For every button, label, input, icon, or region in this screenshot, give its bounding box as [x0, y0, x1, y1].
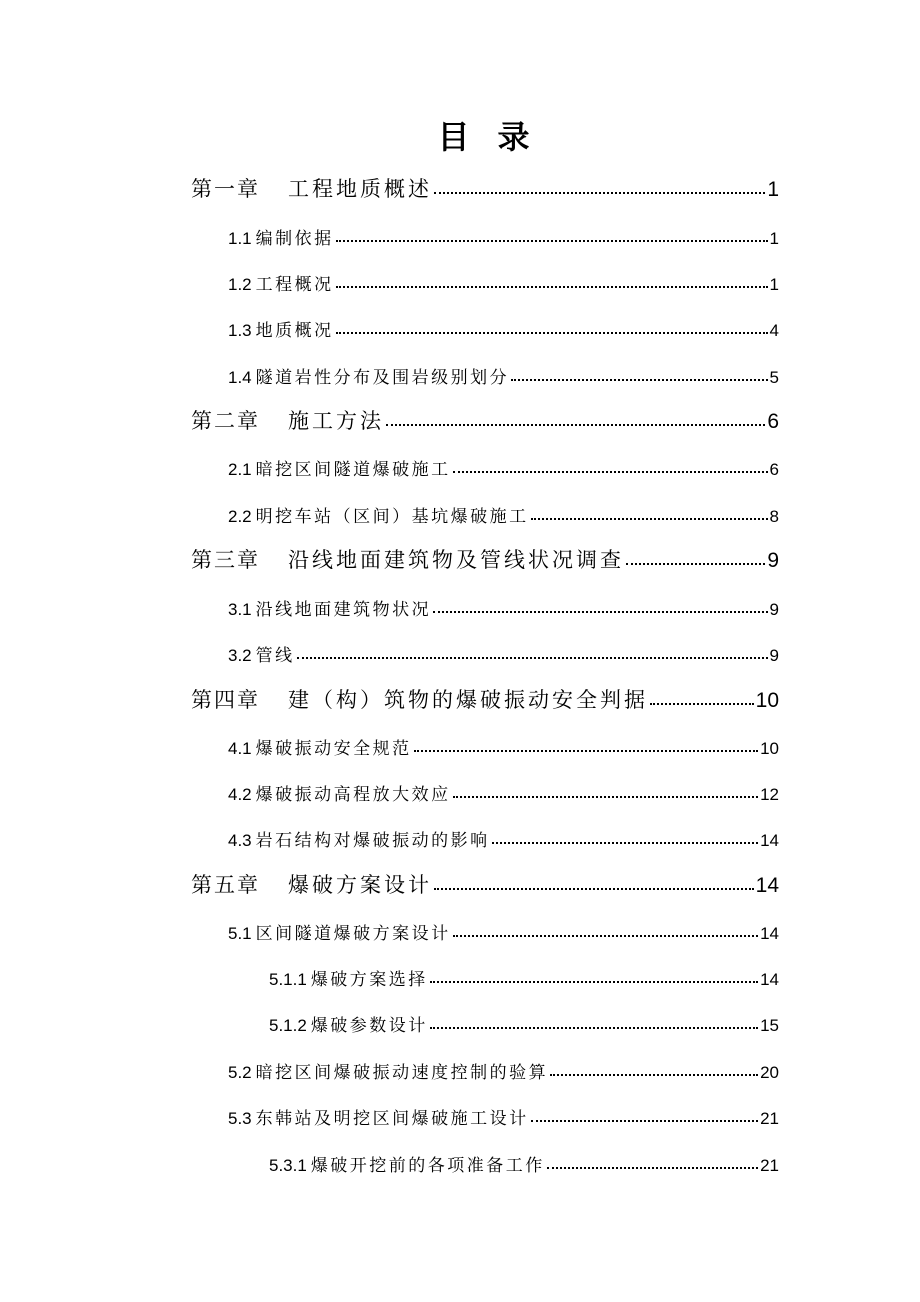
toc-dot-leader [650, 703, 754, 705]
toc-dot-leader [492, 842, 758, 844]
toc-entry-page: 14 [760, 924, 779, 943]
toc-entry-section[interactable] [228, 363, 779, 388]
toc-entry-label: 编制依据 [255, 229, 334, 249]
toc-entry-page: 14 [760, 970, 779, 989]
toc-entry-page: 10 [755, 689, 779, 712]
toc-entry-page: 6 [767, 410, 779, 433]
toc-entry-label: 爆破方案选择 [310, 970, 428, 990]
toc-entry-label: 明挖车站（区间）基坑爆破施工 [255, 507, 529, 527]
toc-entry-section[interactable] [228, 1104, 779, 1129]
toc-entry-number: 4.2 [228, 785, 252, 804]
toc-dot-leader [453, 471, 768, 473]
toc-entry-number: 3.1 [228, 600, 252, 619]
toc-dot-leader [511, 379, 767, 381]
toc-entry-page: 6 [769, 460, 779, 479]
toc-dot-leader [414, 750, 758, 752]
toc-entry-label: 爆破振动安全规范 [255, 739, 412, 759]
toc-entry-page: 21 [760, 1156, 779, 1175]
toc-dot-leader [434, 888, 754, 890]
toc-entry-number: 5.2 [228, 1063, 252, 1082]
toc-dot-leader [547, 1167, 758, 1169]
toc-entry-number: 1.1 [228, 229, 252, 248]
toc-entry-page: 1 [767, 178, 779, 201]
toc-entry-label: 管线 [255, 646, 295, 666]
toc-entry-label: 沿线地面建筑物状况 [255, 600, 432, 620]
toc-dot-leader [336, 332, 768, 334]
toc-entry-subsection[interactable] [269, 965, 779, 990]
toc-entry-number: 5.1 [228, 924, 252, 943]
toc-dot-leader [433, 611, 767, 613]
toc-entry-chapter[interactable] [191, 173, 779, 203]
toc-entry-label: 沿线地面建筑物及管线状况调查 [288, 548, 624, 572]
toc-entry-label: 建（构）筑物的爆破振动安全判据 [288, 688, 648, 712]
toc-entry-section[interactable] [228, 826, 779, 851]
toc-entry-number: 第一章 [191, 178, 260, 201]
toc-entry-number: 第五章 [191, 874, 260, 897]
toc-entry-label: 岩石结构对爆破振动的影响 [255, 831, 490, 851]
toc-entry-number: 5.3.1 [269, 1156, 307, 1175]
toc-dot-leader [430, 1027, 758, 1029]
toc-entry-label: 施工方法 [288, 409, 384, 433]
toc-entry-number: 1.4 [228, 368, 252, 387]
toc-entry-section[interactable] [228, 455, 779, 480]
toc-entry-chapter[interactable] [191, 405, 779, 435]
toc-entry-number: 5.3 [228, 1109, 252, 1128]
toc-entry-section[interactable] [228, 595, 779, 620]
toc-entry-section[interactable] [228, 780, 779, 805]
toc-entry-chapter[interactable] [191, 544, 779, 574]
toc-entry-section[interactable] [228, 734, 779, 759]
toc-entry-label: 隧道岩性分布及围岩级别划分 [255, 368, 510, 388]
toc-entry-number: 第四章 [191, 689, 260, 712]
toc-entry-label: 地质概况 [255, 321, 334, 341]
toc-entry-label: 爆破振动高程放大效应 [255, 785, 451, 805]
toc-entry-page: 8 [769, 507, 779, 526]
toc-entry-page: 14 [755, 874, 779, 897]
toc-entry-page: 1 [769, 229, 779, 248]
toc-dot-leader [531, 518, 768, 520]
toc-dot-leader [336, 286, 768, 288]
toc-title: 目录 [437, 118, 558, 156]
toc-entry-number: 第二章 [191, 410, 260, 433]
toc-entry-page: 21 [760, 1109, 779, 1128]
toc-dot-leader [550, 1074, 758, 1076]
toc-dot-leader [453, 796, 758, 798]
toc-entry-section[interactable] [228, 919, 779, 944]
toc-entry-section[interactable] [228, 641, 779, 666]
toc-entry-label: 工程概况 [255, 275, 334, 295]
toc-entry-page: 4 [769, 321, 779, 340]
toc-entry-page: 10 [760, 739, 779, 758]
toc-entry-number: 2.2 [228, 507, 252, 526]
toc-entry-section[interactable] [228, 316, 779, 341]
toc-dot-leader [453, 935, 758, 937]
toc-entry-label: 工程地质概述 [288, 177, 432, 201]
toc-entry-label: 区间隧道爆破方案设计 [255, 924, 451, 944]
toc-entry-number: 5.1.1 [269, 970, 307, 989]
toc-dot-leader [626, 563, 765, 565]
toc-entry-section[interactable] [228, 224, 779, 249]
toc-entry-number: 第三章 [191, 549, 260, 572]
toc-entry-page: 9 [769, 600, 779, 619]
toc-entry-label: 东韩站及明挖区间爆破施工设计 [255, 1109, 529, 1129]
toc-entry-page: 12 [760, 785, 779, 804]
toc-dot-leader [434, 192, 765, 194]
toc-dot-leader [336, 240, 768, 242]
toc-entry-page: 1 [769, 275, 779, 294]
toc-entry-section[interactable] [228, 502, 779, 527]
toc-entry-chapter[interactable] [191, 684, 779, 714]
toc-entry-number: 4.3 [228, 831, 252, 850]
toc-entry-number: 3.2 [228, 646, 252, 665]
toc-entry-section[interactable] [228, 1058, 779, 1083]
toc-entry-page: 14 [760, 831, 779, 850]
toc-entry-number: 5.1.2 [269, 1016, 307, 1035]
toc-dot-leader [531, 1120, 758, 1122]
toc-entry-label: 爆破参数设计 [310, 1016, 428, 1036]
toc-entry-subsection[interactable] [269, 1151, 779, 1176]
toc-dot-leader [430, 981, 758, 983]
toc-entry-label: 爆破方案设计 [288, 873, 432, 897]
toc-entry-label: 暗挖区间隧道爆破施工 [255, 460, 451, 480]
toc-entry-section[interactable] [228, 270, 779, 295]
toc-entry-number: 4.1 [228, 739, 252, 758]
toc-entry-label: 暗挖区间爆破振动速度控制的验算 [255, 1063, 549, 1083]
toc-entry-number: 1.3 [228, 321, 252, 340]
toc-entry-subsection[interactable] [269, 1011, 779, 1036]
toc-entry-label: 爆破开挖前的各项准备工作 [310, 1156, 545, 1176]
toc-entry-page: 5 [769, 368, 779, 387]
toc-entry-page: 15 [760, 1016, 779, 1035]
toc-dot-leader [386, 424, 765, 426]
toc-entry-number: 1.2 [228, 275, 252, 294]
toc-dot-leader [297, 657, 768, 659]
toc-entry-page: 9 [767, 549, 779, 572]
toc-entry-number: 2.1 [228, 460, 252, 479]
toc-entry-page: 9 [769, 646, 779, 665]
toc-entry-page: 20 [760, 1063, 779, 1082]
toc-entry-chapter[interactable] [191, 869, 779, 899]
